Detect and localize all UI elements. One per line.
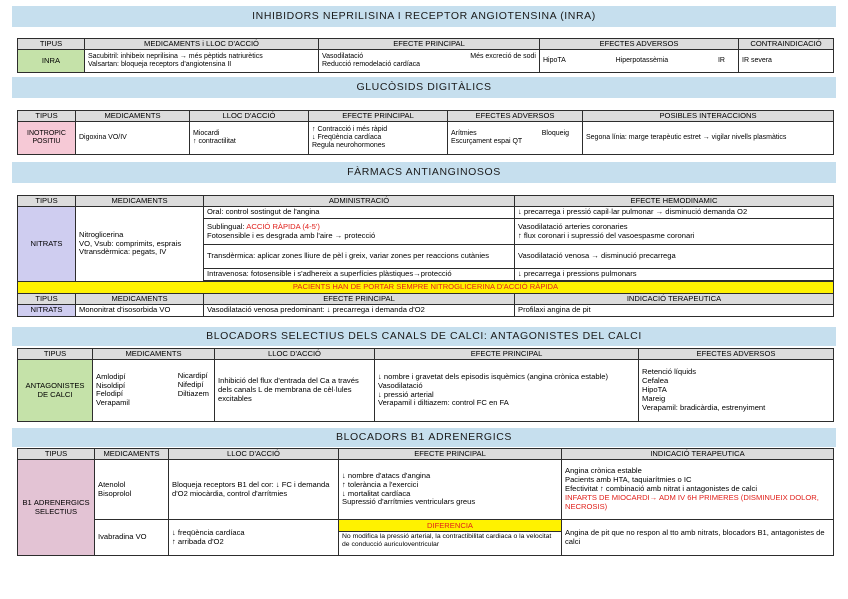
nitrats-hemo-2b: ↑ flux coronari i supressió del vasoespasme coronari (518, 230, 695, 240)
nitrats-hemo-3: Vasodilatació venosa → disminució precarrega (515, 245, 834, 269)
nitrats-med-1: Nitroglicerina (79, 229, 124, 239)
beta-lloc-2b: ↑ arribada d'O2 (172, 536, 224, 546)
calci-med: Nisoldipí (96, 380, 126, 390)
nitrats-hemo-4: ↓ precarrega i pressions pulmonars (515, 269, 834, 281)
calci-med: Amlodipí (96, 371, 126, 381)
inra-efecte-1a: Vasodilatació (322, 52, 364, 60)
cell-beta-med-1 (95, 460, 169, 520)
header-tipus: TIPUS (18, 39, 85, 50)
nitrats2-indicacio: Profilaxi angina de pit (515, 305, 834, 317)
section-title-antianginosos: FÀRMACS ANTIANGINOSOS (12, 162, 836, 183)
tipus-inotropic: INOTROPIC POSITIU (18, 122, 76, 155)
gluco-adv-2: Escurçament espai QT (451, 138, 523, 145)
calci-adv: Mareig (642, 393, 666, 403)
inra-efecte-2: Reducció remodelació cardíaca (322, 61, 421, 68)
table-nitrats (17, 195, 834, 317)
table-inra (17, 38, 834, 73)
calci-meds-wrapper (96, 372, 211, 409)
nitrats-warning: PACIENTS HAN DE PORTAR SEMPRE NITROGLICERINA D'ACCIÓ RÀPIDA (18, 282, 834, 294)
nitrats-admin-oral: Oral: control sostingut de l'angina (204, 207, 515, 219)
header-efecte: EFECTE PRINCIPAL (319, 39, 540, 50)
beta-efecte: ↑ tolerància a l'exercici (342, 479, 419, 489)
header-adversos: EFECTES ADVERSOS (540, 39, 739, 50)
header-adversos: EFECTES ADVERSOS (639, 349, 834, 360)
tipus-nitrats: NITRATS (18, 207, 76, 282)
cell-nitrats-hemo-2 (515, 219, 834, 245)
cell-beta-efecte-1 (339, 460, 562, 520)
inra-adv-1: HipoTA (543, 56, 566, 64)
cell-nitrats-admin-sublingual (204, 219, 515, 245)
table-glucosids (17, 110, 834, 155)
beta-indicacio: Efectivitat ↑ combinació amb nitrat i antagonistes de calci (565, 484, 758, 494)
beta-diferencia-label: DIFERENCIA (339, 520, 561, 532)
section-title-inra: INHIBIDORS NEPRILISINA I RECEPTOR ANGIOTENSINA (INRA) (12, 6, 836, 27)
cell-inra-efecte (319, 50, 540, 73)
calci-adv: Verapamil: bradicàrdia, estrenyiment (642, 402, 766, 412)
tipus-nitrats-2: NITRATS (18, 305, 76, 317)
cell-calci-efecte (375, 360, 639, 422)
gluco-efecte-1: ↑ Contracció i més ràpid (312, 125, 388, 133)
nitrats-hemo-2a: Vasodilatació arteries coronaries (518, 221, 628, 231)
gluco-lloc-2: ↑ contractilitat (193, 138, 236, 145)
header-medicaments: MEDICAMENTS (76, 111, 190, 122)
calci-med: Felodipí (96, 389, 124, 399)
header-indicacio: INDICACIÓ TERAPEUTICA (562, 449, 834, 460)
nitrats-admin-iv: Intravenosa: fotosensible i s'adhereix a superfícies plàstiques→protecció (204, 269, 515, 281)
cell-beta-indicacio-1 (562, 460, 834, 520)
header-indicacio-2: INDICACIÓ TERAPEUTICA (515, 294, 834, 305)
header-medicaments: MEDICAMENTS (76, 196, 204, 207)
cell-inra-medicaments (85, 50, 319, 73)
nitrats-hemo-1: ↓ precarrega i pressió capil·lar pulmonar → disminució demanda O2 (515, 207, 834, 219)
nitrats-med-3: Vtransdèrmica: pegats, IV (79, 247, 167, 257)
calci-med: Nifedipí (177, 380, 204, 390)
calci-efecte-1: ↓ nombre i gravetat dels episodis isquèmics (angina crònica estable) (378, 371, 609, 381)
calci-med: Verapamil (96, 398, 130, 408)
beta-diferencia-text: No modifica la pressió arterial, la contractibilitat cardiaca o la velocitat de conducció auriculoventricular (342, 533, 552, 549)
cell-calci-adversos (639, 360, 834, 422)
nitrats-admin-trans: Transdèrmica: aplicar zones lliure de pèl i greix, variar zones per reaccions cutànies (204, 245, 515, 269)
gluco-adv-row1 (451, 130, 579, 138)
calci-efecte-2: Vasodilatació (378, 380, 423, 390)
header-efecte-2: EFECTE PRINCIPAL (204, 294, 515, 305)
header-tipus: TIPUS (18, 349, 93, 360)
header-efecte-hemodinamic: EFECTE HEMODINAMIC (515, 196, 834, 207)
inra-efecte-1b: Més excreció de sodi (470, 52, 536, 60)
gluco-adv-1a: Arítmies (451, 129, 477, 137)
beta-efecte: Supressió d'arrítmies ventriculars greus (342, 497, 476, 507)
tipus-inra: INRA (18, 50, 85, 73)
beta-med-1a: Atenolol (98, 479, 126, 489)
header-medicaments-2: MEDICAMENTS (76, 294, 204, 305)
section-title-glucosids: GLUCÒSIDS DIGITÀLICS (12, 77, 836, 98)
calci-adv: HipoTA (642, 385, 667, 395)
header-lloc: LLOC D'ACCIÓ (215, 349, 375, 360)
calci-efecte-3: ↓ pressió arterial (378, 389, 434, 399)
calci-med: Diltiazem (177, 388, 209, 398)
calci-efecte-4: Verapamil i diltiazem: control FC en FA (378, 398, 509, 408)
header-tipus: TIPUS (18, 449, 95, 460)
cell-beta-lloc-2 (169, 520, 339, 556)
gluco-adv-1b: Bloqueig (541, 129, 569, 137)
beta-indicacio-2: Angina de pit que no respon al tto amb nitrats, blocadors Β1, antagonistes de calci (562, 520, 834, 556)
inra-adv-2: Hiperpotassèmia (615, 56, 669, 64)
section-title-beta: BLOCADORS Β1 ADRENERGICS (12, 428, 836, 447)
table-calci (17, 348, 834, 422)
tipus-antagonistes-calci: ANTAGONISTES DE CALCI (18, 360, 93, 422)
header-tipus: TIPUS (18, 196, 76, 207)
tipus-beta1: Β1 ADRENERGICS SELECTIUS (18, 460, 95, 556)
beta-med-1b: Bisoprolol (98, 488, 132, 498)
cell-inra-contra: IR severa (739, 50, 834, 73)
header-contraindicacio: CONTRAINDICACIÓ (739, 39, 834, 50)
gluco-efecte-3: Regula neurohormones (312, 142, 386, 150)
header-tipus-2: TIPUS (18, 294, 76, 305)
gluco-efecte-2: ↓ Freqüència cardíaca (312, 133, 382, 141)
inra-med-line1: Sacubitril: inhibeix neprilisina → més pèptids natriurètics (88, 52, 263, 60)
inra-efecte-row1 (322, 53, 536, 61)
beta-med-2: Ivabradina VO (95, 520, 169, 556)
inra-med-line2: Valsartan: bloqueja receptors d'angiotensina II (88, 61, 232, 68)
beta-indicacio: Angina crònica estable (565, 466, 642, 476)
beta-efecte: ↓ nombre d'atacs d'angina (342, 470, 431, 480)
header-interaccions: POSIBLES INTERACCIONS (583, 111, 834, 122)
cell-gluco-adversos (448, 122, 583, 155)
nitrats-admin-sub-highlight: ACCIÓ RÀPIDA (4-5') (246, 221, 320, 231)
header-medicaments: MEDICAMENTS (93, 349, 215, 360)
inra-adv-3: IR (717, 56, 725, 64)
cell-gluco-medicaments: Digoxina VO/IV (76, 122, 190, 155)
cell-gluco-interaccions: Segona línia: marge terapèutic estret → vigilar nivells plasmàtics (583, 122, 834, 155)
nitrats2-efecte: Vasodilatació venosa predominant: ↓ precarrega i demanda d'O2 (204, 305, 515, 317)
cell-inra-adversos (540, 50, 739, 73)
header-medicaments: MEDICAMENTS (95, 449, 169, 460)
beta-lloc-1: Bloqueja receptors Β1 del cor: ↓ FC i demanda d'O2 miocàrdia, control d'arrítmies (169, 460, 339, 520)
calci-adv: Cefalea (642, 376, 669, 386)
beta-indicacio-infart: INFARTS DE MIOCARDI→ ADM IV 6H PRIMERES (DISMINUEIX DOLOR, NECROSIS) (565, 492, 819, 511)
calci-adv: Retenció líquids (642, 367, 697, 377)
gluco-lloc-1: Miocardi (193, 129, 220, 137)
nitrats2-medicaments: Mononitrat d'isosorbida VO (76, 305, 204, 317)
header-tipus: TIPUS (18, 111, 76, 122)
header-medicaments: MEDICAMENTS i LLOC D'ACCIÓ (85, 39, 319, 50)
calci-med: Nicardipí (177, 371, 208, 381)
table-beta (17, 448, 834, 556)
header-efecte: EFECTE PRINCIPAL (339, 449, 562, 460)
cell-beta-diferencia (339, 520, 562, 556)
beta-lloc-2a: ↓ freqüència cardíaca (172, 527, 245, 537)
calci-meds-right (178, 372, 209, 399)
inra-adversos-row (543, 57, 735, 65)
header-efecte: EFECTE PRINCIPAL (375, 349, 639, 360)
section-title-calci: BLOCADORS SELECTIUS DELS CANALS DE CALCI: ANTAGONISTES DEL CALCI (12, 327, 836, 346)
beta-efecte: ↓ mortalitat cardíaca (342, 488, 411, 498)
cell-gluco-lloc (190, 122, 309, 155)
cell-nitrats-medicaments (76, 207, 204, 282)
calci-meds-left (96, 373, 130, 409)
nitrats-admin-sub-prefix: Sublingual: (207, 221, 245, 231)
beta-indicacio: Pacients amb HTA, taquiarítmies o IC (565, 475, 692, 485)
header-lloc: LLOC D'ACCIÓ (190, 111, 309, 122)
nitrats-med-2: VO, Vsub: comprimits, esprais (79, 238, 182, 248)
calci-lloc: Inhibició del flux d'entrada del Ca a través dels canals L de membrana de cèl·lules excitables (215, 360, 375, 422)
header-adversos: EFECTES ADVERSOS (448, 111, 583, 122)
header-administracio: ADMINISTRACIÓ (204, 196, 515, 207)
header-lloc: LLOC D'ACCIÓ (169, 449, 339, 460)
cell-gluco-efecte (309, 122, 448, 155)
nitrats-admin-sub-2: Fotosensible i es desgrada amb l'aire → protecció (207, 230, 376, 240)
header-efecte: EFECTE PRINCIPAL (309, 111, 448, 122)
cell-calci-medicaments (93, 360, 215, 422)
